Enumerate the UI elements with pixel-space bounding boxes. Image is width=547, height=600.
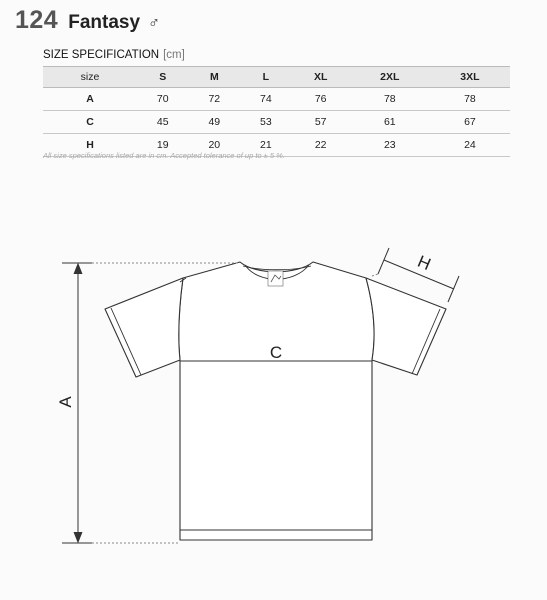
table-cell: 49	[189, 111, 241, 134]
table-cell: 53	[240, 111, 292, 134]
tolerance-note: All size specifications listed are in cm. Accepted tolerance of up to ± 5 %.	[43, 151, 285, 160]
table-cell: 74	[240, 88, 292, 111]
table-cell: 70	[137, 88, 189, 111]
table-cell: 22	[292, 134, 350, 157]
table-cell: 24	[430, 134, 510, 157]
table-cell: 72	[189, 88, 241, 111]
row-label: A	[43, 88, 137, 111]
tshirt-body	[179, 262, 374, 540]
size-spec-unit: [cm]	[163, 49, 185, 61]
size-spec-heading: SIZE SPECIFICATION	[43, 49, 160, 61]
column-header-xl: XL	[292, 67, 350, 88]
tshirt-outline	[105, 262, 446, 540]
right-sleeve	[366, 278, 446, 375]
dimension-h-right-tick	[448, 276, 459, 302]
table-cell: 57	[292, 111, 350, 134]
product-name: Fantasy	[68, 12, 141, 33]
row-label: H	[43, 134, 137, 157]
dimension-h-label: H	[414, 251, 434, 275]
dimension-a-bottom-arrow	[74, 532, 82, 542]
dimension-a-label: A	[56, 396, 75, 408]
table-cell: 21	[240, 134, 292, 157]
product-number: 124	[15, 6, 59, 34]
column-header-size: size	[43, 67, 137, 88]
dimension-h-guide	[372, 274, 378, 276]
table-cell: 19	[137, 134, 189, 157]
table-cell: 45	[137, 111, 189, 134]
dimension-c-label: C	[269, 343, 283, 362]
dimension-a-top-arrow	[74, 264, 82, 274]
table-cell: 20	[189, 134, 241, 157]
table-cell: 78	[350, 88, 430, 111]
table-cell: 67	[430, 111, 510, 134]
table-cell: 61	[350, 111, 430, 134]
column-header-m: M	[189, 67, 241, 88]
table-cell: 23	[350, 134, 430, 157]
male-symbol-icon: ♂	[148, 15, 161, 32]
row-label: C	[43, 111, 137, 134]
table-cell: 76	[292, 88, 350, 111]
column-header-s: S	[137, 67, 189, 88]
column-header-2xl: 2XL	[350, 67, 430, 88]
brand-neck-label-icon	[268, 271, 283, 286]
column-header-l: L	[240, 67, 292, 88]
table-cell: 78	[430, 88, 510, 111]
column-header-3xl: 3XL	[430, 67, 510, 88]
left-sleeve	[105, 278, 183, 377]
